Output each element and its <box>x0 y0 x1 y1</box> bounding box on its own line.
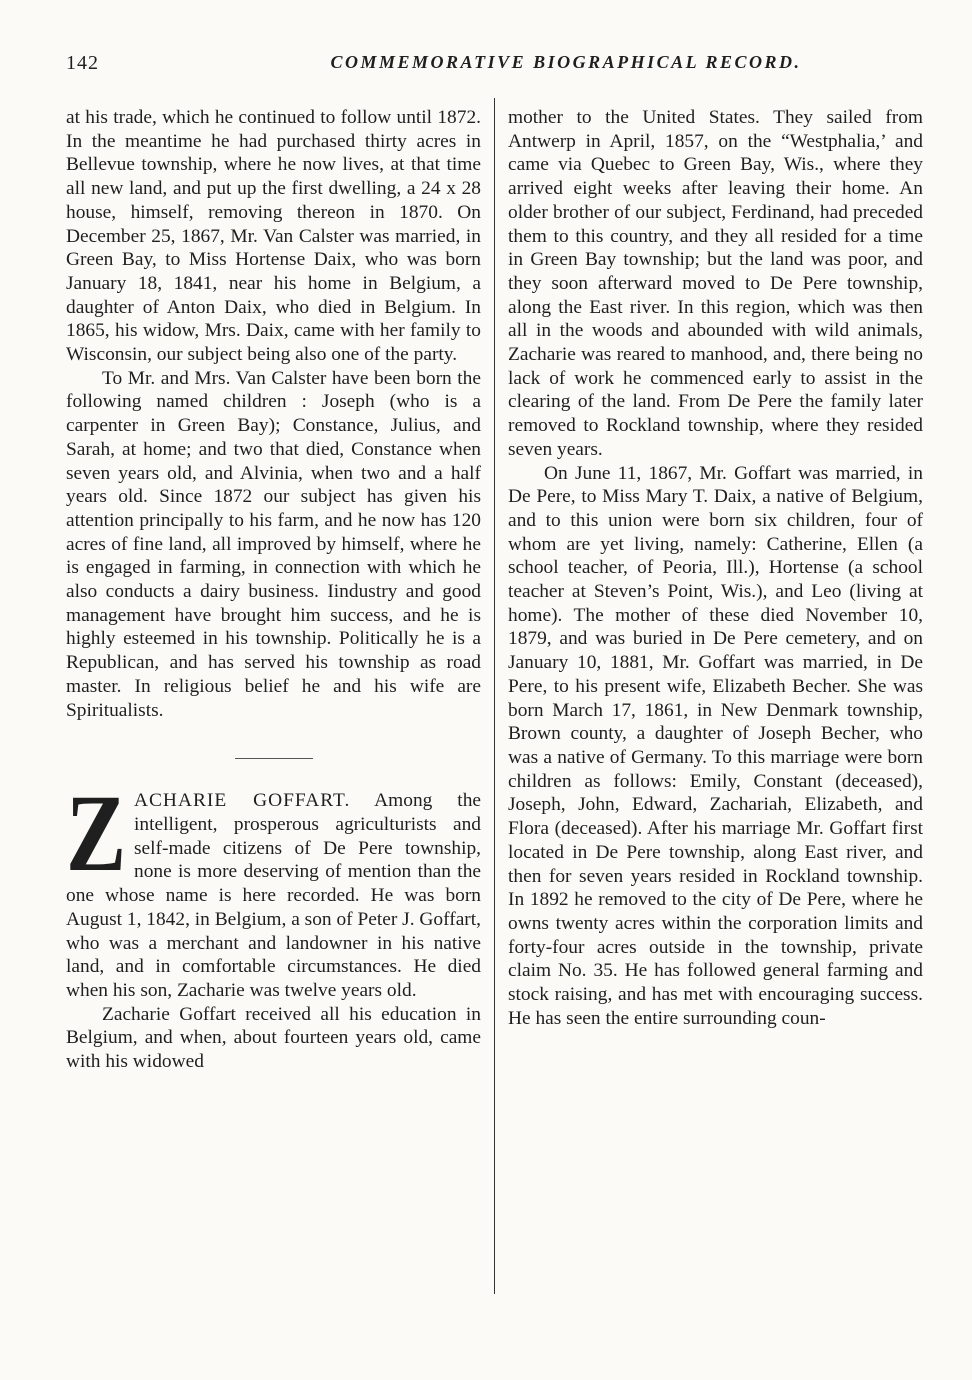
column-divider <box>494 98 495 1294</box>
paragraph-text: Among the intelligent, prosperous agriculturists and self-made citizens of De Pere township, none is more deserving of mention than the one whose name is here recorded. He was born August 1, 1842, in Belgium, a son of Peter J. Goffart, who was a merchant and landowner in his native land, and in comfortable circumstances. He died when his son, Zacharie was twelve years old. <box>66 790 481 1001</box>
page-header <box>66 52 926 76</box>
left-column <box>66 106 481 1074</box>
right-column <box>508 106 923 1030</box>
paragraph: at his trade, which he continued to follow until 1872. In the meantime he had purchased thirty acres in Bellevue township, where he now lives, at that time all new land, and put up the first dwelling, a 24 x 28 house, himself, removing thereon in 1870. On December 25, 1867, Mr. Van Calster was married, in Green Bay, to Miss Hortense Daix, who was born January 18, 1841, near his home in Belgium, a daughter of Anton Daix, who died in Belgium. In 1865, his widow, Mrs. Daix, came with her family to Wisconsin, our subject being also one of the party. <box>66 107 481 366</box>
biography-name: ACHARIE GOFFART. <box>134 790 351 812</box>
running-title: COMMEMORATIVE BIOGRAPHICAL RECORD. <box>330 52 802 72</box>
biography-entry <box>66 772 481 1002</box>
drop-cap: Z <box>66 772 127 895</box>
section-separator <box>235 758 313 759</box>
paragraph: To Mr. and Mrs. Van Calster have been born the following named children : Joseph (who is a carpenter in Green Bay); Constance, Julius, and Sarah, at home; and two that died, Constance when seven years old, and Alvinia, when two and a half years old. Since 1872 our subject has given his attention principally to his farm, and he now has 120 acres of fine land, all improved by himself, where he is engaged in farming, in connection with which he also conducts a dairy business. Iindustry and good management have brought him success, and he is highly esteemed in his township. Politically he is a Republican, and has served his township as road master. In religious belief he and his wife are Spiritualists. <box>66 367 481 721</box>
paragraph: mother to the United States. They sailed from Antwerp in April, 1857, on the “Westphalia,’ and came via Quebec to Green Bay, Wis., where they arrived eight weeks after leaving their home. An older brother of our subject, Ferdinand, had preceded them to this country, and they all resided for a time in Green Bay township; but the land was poor, and they soon afterward moved to De Pere township, along the East river. In this region, which was then all in the woods and abounded with wild animals, Zacharie was reared to manhood, and, there being no lack of work he commenced early to assist in the clearing of the land. From De Pere the family later removed to Rockland township, where they resided seven years. <box>508 107 923 460</box>
paragraph: On June 11, 1867, Mr. Goffart was married, in De Pere, to Miss Mary T. Daix, a native of Belgium, and to this union were born six children, four of whom are yet living, namely: Catherine, Ellen (a school teacher, of Peoria, Ill.), Hortense (a school teacher at Steven’s Point, Wis.), and Leo (living at home). The mother of these died November 10, 1879, and was buried in De Pere cemetery, and on January 10, 1881, Mr. Goffart was married, in De Pere, to his present wife, Elizabeth Becher. She was born March 17, 1861, in New Denmark township, Brown county, a daughter of Joseph Becher, who was a native of Germany. To this marriage were born children as follows: Emily, Constant (deceased), Joseph, John, Edward, Zachariah, Elizabeth, and Flora (deceased). After his marriage Mr. Goffart first located in De Pere township, along East river, and then for seven years resided in Rockland township. In 1892 he removed to the city of De Pere, where he owns twenty acres within the corporation limits and forty-four acres outside in the township, private claim No. 35. He has followed general farming and stock raising, and has met with encouraging success. He has seen the entire surrounding coun- <box>508 462 923 1029</box>
page-number: 142 <box>66 52 99 74</box>
paragraph: Zacharie Goffart received all his education in Belgium, and when, about fourteen years old, came with his widowed <box>66 1003 481 1073</box>
